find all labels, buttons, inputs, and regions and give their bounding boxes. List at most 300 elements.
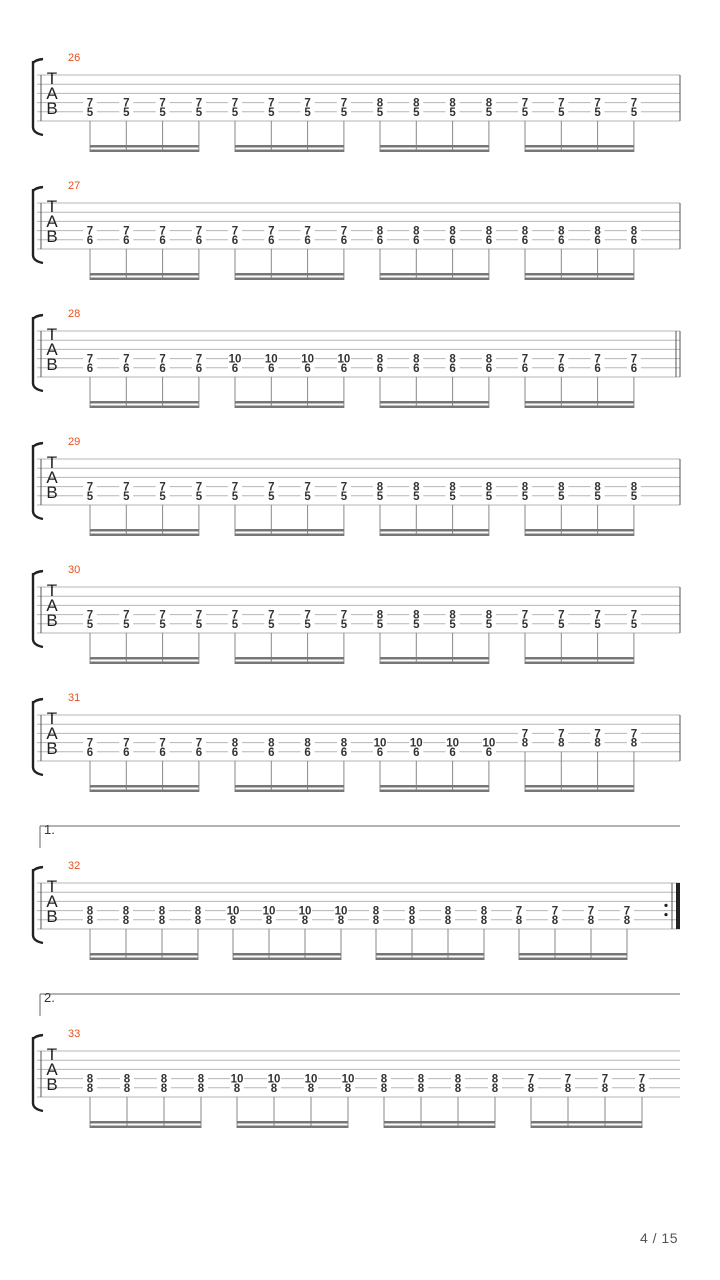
fret-number: 6 (86, 362, 94, 375)
beam (384, 1121, 495, 1124)
volta-label: 2. (44, 990, 55, 1005)
fret-number: 6 (123, 746, 130, 759)
fret-number: 6 (231, 746, 239, 759)
fret-number: 7 (304, 481, 311, 494)
fret-number: 8 (123, 1082, 131, 1095)
beam (90, 1121, 201, 1124)
tab-system-33 (33, 990, 680, 1128)
fret-number: 8 (337, 914, 345, 927)
fret-number: 7 (159, 353, 166, 366)
fret-number: 7 (86, 481, 94, 494)
fret-number: 7 (564, 1073, 572, 1086)
fret-number: 10 (341, 1073, 355, 1086)
beam (235, 401, 344, 404)
clef-letter-a: A (46, 724, 58, 743)
fret-number: 5 (413, 618, 420, 631)
fret-number: 8 (594, 481, 601, 494)
fret-number: 10 (446, 737, 459, 750)
beam (235, 150, 344, 153)
beam (525, 790, 634, 793)
system-bracket-top (33, 867, 43, 871)
fret-number: 7 (304, 225, 311, 238)
clef-letter-a: A (46, 468, 58, 487)
beam (235, 529, 344, 532)
beam (235, 790, 344, 793)
fret-number: 6 (521, 362, 529, 375)
beam (531, 1126, 642, 1129)
beam (384, 1126, 495, 1129)
fret-number: 8 (408, 914, 416, 927)
fret-number: 8 (194, 914, 202, 927)
fret-number: 6 (630, 362, 638, 375)
fret-number: 7 (159, 481, 166, 494)
beam (90, 529, 199, 532)
beam (90, 662, 199, 665)
clef-letter-b: B (46, 611, 58, 630)
beam (380, 401, 489, 404)
fret-number: 8 (86, 905, 94, 918)
fret-number: 5 (376, 618, 384, 631)
fret-number: 7 (340, 481, 348, 494)
fret-number: 8 (630, 225, 638, 238)
fret-number: 6 (376, 362, 384, 375)
fret-number: 8 (304, 737, 311, 750)
fret-number: 7 (195, 481, 203, 494)
clef-letter-b: B (46, 355, 58, 374)
fret-number: 8 (376, 353, 384, 366)
fret-number: 8 (265, 914, 273, 927)
fret-number: 5 (485, 618, 493, 631)
fret-number: 7 (159, 737, 166, 750)
measure-number: 31 (68, 692, 81, 704)
fret-number: 5 (123, 618, 130, 631)
fret-number: 5 (340, 490, 348, 503)
fret-number: 7 (159, 609, 166, 622)
fret-number: 10 (301, 353, 314, 366)
fret-number: 7 (268, 609, 275, 622)
fret-number: 8 (268, 737, 275, 750)
fret-number: 6 (304, 234, 311, 247)
tab-system-27 (33, 180, 680, 280)
fret-number: 5 (340, 106, 348, 119)
fret-number: 5 (195, 490, 203, 503)
fret-number: 8 (449, 225, 456, 238)
fret-number: 7 (630, 353, 638, 366)
fret-number: 8 (449, 353, 456, 366)
fret-number: 7 (123, 481, 130, 494)
fret-number: 6 (123, 234, 130, 247)
fret-number: 8 (413, 353, 420, 366)
fret-number: 8 (630, 481, 638, 494)
beam (235, 278, 344, 281)
beam (90, 534, 199, 537)
clef-letter-t: T (46, 69, 58, 88)
fret-number: 8 (551, 914, 559, 927)
fret-number: 7 (86, 737, 94, 750)
volta-label: 1. (44, 822, 55, 837)
clef-letter-a: A (46, 892, 58, 911)
fret-number: 5 (195, 106, 203, 119)
fret-number: 7 (268, 97, 275, 110)
fret-number: 7 (304, 97, 311, 110)
fret-number: 8 (623, 914, 631, 927)
tab-system-28 (33, 308, 680, 408)
fret-number: 8 (413, 225, 420, 238)
fret-number: 6 (630, 234, 638, 247)
beam (519, 958, 627, 961)
fret-number: 8 (122, 905, 130, 918)
beam (525, 785, 634, 788)
fret-number: 8 (558, 225, 565, 238)
fret-number: 5 (123, 490, 130, 503)
fret-number: 8 (587, 914, 595, 927)
beam (90, 1126, 201, 1129)
system-bracket-top (33, 187, 43, 191)
fret-number: 6 (449, 746, 456, 759)
repeat-dot (664, 904, 667, 907)
beam (525, 278, 634, 281)
fret-number: 5 (594, 618, 601, 631)
beam (525, 145, 634, 148)
fret-number: 5 (86, 618, 94, 631)
fret-number: 8 (449, 97, 456, 110)
fret-number: 6 (304, 362, 311, 375)
beam (90, 790, 199, 793)
fret-number: 7 (551, 905, 559, 918)
beam (235, 657, 344, 660)
fret-number: 5 (340, 618, 348, 631)
fret-number: 7 (630, 609, 638, 622)
fret-number: 7 (195, 353, 203, 366)
clef-letter-t: T (46, 709, 58, 728)
tab-system-30 (33, 564, 680, 664)
fret-number: 8 (491, 1082, 499, 1095)
fret-number: 10 (262, 905, 276, 918)
beam (90, 958, 198, 961)
system-bracket-top (33, 699, 43, 703)
repeat-dot (664, 913, 667, 916)
fret-number: 8 (229, 914, 237, 927)
fret-number: 8 (123, 1073, 131, 1086)
beam (237, 1121, 348, 1124)
beam (90, 785, 199, 788)
fret-number: 7 (123, 737, 130, 750)
fret-number: 5 (304, 618, 311, 631)
fret-number: 5 (521, 618, 529, 631)
beam (525, 534, 634, 537)
clef-letter-a: A (46, 596, 58, 615)
fret-number: 6 (413, 362, 420, 375)
fret-number: 8 (380, 1082, 388, 1095)
fret-number: 5 (86, 106, 94, 119)
fret-number: 5 (558, 618, 565, 631)
clef-letter-a: A (46, 340, 58, 359)
clef-letter-b: B (46, 227, 58, 246)
fret-number: 10 (264, 353, 278, 366)
clef-letter-t: T (46, 877, 58, 896)
beam (90, 145, 199, 148)
fret-number: 6 (159, 234, 166, 247)
fret-number: 6 (449, 234, 456, 247)
fret-number: 6 (558, 234, 565, 247)
clef-letter-b: B (46, 739, 58, 758)
fret-number: 6 (268, 746, 275, 759)
fret-number: 7 (521, 97, 529, 110)
fret-number: 8 (86, 1082, 94, 1095)
beam (235, 273, 344, 276)
fret-number: 8 (233, 1082, 241, 1095)
fret-number: 8 (376, 225, 384, 238)
beam (235, 785, 344, 788)
fret-number: 6 (268, 362, 275, 375)
fret-number: 5 (231, 106, 239, 119)
fret-number: 5 (558, 490, 565, 503)
beam (90, 401, 199, 404)
beam (525, 150, 634, 153)
fret-number: 8 (372, 914, 380, 927)
fret-number: 8 (413, 481, 420, 494)
fret-number: 7 (527, 1073, 535, 1086)
fret-number: 8 (408, 905, 416, 918)
beam (233, 953, 341, 956)
fret-number: 6 (231, 362, 239, 375)
fret-number: 10 (226, 905, 240, 918)
fret-number: 8 (449, 481, 456, 494)
beam (525, 273, 634, 276)
fret-number: 8 (160, 1073, 168, 1086)
fret-number: 6 (195, 746, 203, 759)
fret-number: 7 (231, 225, 239, 238)
fret-number: 8 (630, 737, 638, 750)
fret-number: 6 (159, 362, 166, 375)
fret-number: 8 (231, 737, 239, 750)
beam (380, 662, 489, 665)
fret-number: 8 (413, 609, 420, 622)
fret-number: 8 (344, 1082, 352, 1095)
fret-number: 5 (159, 490, 166, 503)
beam (233, 958, 341, 961)
fret-number: 10 (482, 737, 496, 750)
measure-number: 26 (68, 52, 81, 64)
fret-number: 6 (340, 234, 348, 247)
fret-number: 8 (301, 914, 309, 927)
clef-letter-a: A (46, 1060, 58, 1079)
fret-number: 10 (298, 905, 312, 918)
fret-number: 6 (449, 362, 456, 375)
beam (235, 534, 344, 537)
measure-number: 30 (68, 564, 81, 576)
fret-number: 6 (159, 746, 166, 759)
fret-number: 8 (307, 1082, 315, 1095)
fret-number: 8 (444, 914, 452, 927)
fret-number: 8 (485, 225, 493, 238)
fret-number: 7 (630, 97, 638, 110)
system-bracket-top (33, 59, 43, 63)
fret-number: 8 (270, 1082, 278, 1095)
fret-number: 5 (594, 490, 601, 503)
fret-number: 7 (195, 609, 203, 622)
beam (235, 406, 344, 409)
system-bracket-top (33, 571, 43, 575)
fret-number: 8 (558, 737, 565, 750)
beam (235, 145, 344, 148)
fret-number: 10 (267, 1073, 281, 1086)
system-bracket-top (33, 443, 43, 447)
fret-number: 5 (413, 106, 420, 119)
fret-number: 6 (340, 746, 348, 759)
fret-number: 8 (638, 1082, 646, 1095)
fret-number: 5 (630, 618, 638, 631)
beam (525, 401, 634, 404)
fret-number: 8 (417, 1073, 425, 1086)
fret-number: 5 (195, 618, 203, 631)
fret-number: 8 (376, 481, 384, 494)
fret-number: 5 (268, 490, 275, 503)
fret-number: 5 (413, 490, 420, 503)
fret-number: 7 (340, 97, 348, 110)
beam (376, 953, 484, 956)
tab-system-32 (33, 822, 680, 960)
repeat-barline-thick (676, 883, 680, 929)
fret-number: 8 (122, 914, 130, 927)
beam (90, 273, 199, 276)
fret-number: 8 (480, 905, 488, 918)
fret-number: 8 (372, 905, 380, 918)
fret-number: 7 (521, 728, 529, 741)
fret-number: 8 (454, 1073, 462, 1086)
fret-number: 6 (485, 362, 493, 375)
fret-number: 7 (515, 905, 523, 918)
fret-number: 7 (601, 1073, 609, 1086)
fret-number: 8 (521, 737, 529, 750)
fret-number: 7 (594, 353, 601, 366)
fret-number: 5 (521, 490, 529, 503)
beam (525, 406, 634, 409)
beam (235, 662, 344, 665)
beam (376, 958, 484, 961)
fret-number: 5 (268, 106, 275, 119)
fret-number: 8 (527, 1082, 535, 1095)
fret-number: 6 (594, 234, 601, 247)
beam (380, 273, 489, 276)
fret-number: 8 (485, 609, 493, 622)
fret-number: 7 (86, 97, 94, 110)
beam (90, 953, 198, 956)
fret-number: 6 (304, 746, 311, 759)
fret-number: 5 (376, 490, 384, 503)
fret-number: 5 (630, 490, 638, 503)
fret-number: 8 (158, 905, 166, 918)
fret-number: 6 (485, 234, 493, 247)
fret-number: 8 (376, 609, 384, 622)
fret-number: 5 (485, 490, 493, 503)
fret-number: 7 (231, 97, 239, 110)
measure-number: 28 (68, 308, 81, 320)
fret-number: 6 (231, 234, 239, 247)
fret-number: 7 (623, 905, 631, 918)
fret-number: 8 (594, 737, 601, 750)
fret-number: 7 (558, 97, 565, 110)
fret-number: 8 (160, 1082, 168, 1095)
fret-number: 7 (268, 225, 275, 238)
fret-number: 10 (337, 353, 351, 366)
fret-number: 8 (194, 905, 202, 918)
fret-number: 6 (195, 362, 203, 375)
fret-number: 8 (197, 1073, 205, 1086)
fret-number: 8 (521, 481, 529, 494)
fret-number: 7 (594, 97, 601, 110)
fret-number: 8 (86, 1073, 94, 1086)
fret-number: 8 (491, 1073, 499, 1086)
fret-number: 6 (195, 234, 203, 247)
beam (380, 406, 489, 409)
fret-number: 7 (521, 353, 529, 366)
fret-number: 5 (159, 618, 166, 631)
fret-number: 6 (558, 362, 565, 375)
fret-number: 8 (564, 1082, 572, 1095)
clef-letter-t: T (46, 1045, 58, 1064)
clef-letter-a: A (46, 212, 58, 231)
clef-letter-t: T (46, 581, 58, 600)
fret-number: 6 (340, 362, 348, 375)
fret-number: 8 (197, 1082, 205, 1095)
fret-number: 5 (159, 106, 166, 119)
fret-number: 7 (521, 609, 529, 622)
fret-number: 8 (380, 1073, 388, 1086)
fret-number: 8 (521, 225, 529, 238)
fret-number: 8 (86, 914, 94, 927)
beam (519, 953, 627, 956)
fret-number: 5 (304, 106, 311, 119)
fret-number: 8 (515, 914, 523, 927)
clef-letter-b: B (46, 907, 58, 926)
fret-number: 8 (340, 737, 348, 750)
fret-number: 7 (231, 609, 239, 622)
fret-number: 7 (123, 225, 130, 238)
tab-system-26 (33, 52, 680, 152)
fret-number: 7 (195, 737, 203, 750)
beam (531, 1121, 642, 1124)
fret-number: 8 (594, 225, 601, 238)
fret-number: 8 (449, 609, 456, 622)
beam (380, 785, 489, 788)
beam (380, 790, 489, 793)
fret-number: 7 (123, 353, 130, 366)
fret-number: 7 (123, 609, 130, 622)
beam (237, 1126, 348, 1129)
beam (380, 534, 489, 537)
fret-number: 6 (594, 362, 601, 375)
fret-number: 5 (630, 106, 638, 119)
beam (90, 150, 199, 153)
fret-number: 8 (485, 97, 493, 110)
fret-number: 6 (123, 362, 130, 375)
fret-number: 7 (195, 225, 203, 238)
fret-number: 5 (268, 618, 275, 631)
fret-number: 6 (485, 746, 493, 759)
system-bracket-top (33, 1035, 43, 1039)
fret-number: 10 (228, 353, 242, 366)
beam (380, 145, 489, 148)
tab-system-31 (33, 692, 680, 792)
clef-letter-t: T (46, 325, 58, 344)
fret-number: 10 (409, 737, 423, 750)
system-bracket-top (33, 315, 43, 319)
fret-number: 10 (304, 1073, 318, 1086)
clef-letter-t: T (46, 197, 58, 216)
beam (90, 657, 199, 660)
fret-number: 7 (638, 1073, 646, 1086)
